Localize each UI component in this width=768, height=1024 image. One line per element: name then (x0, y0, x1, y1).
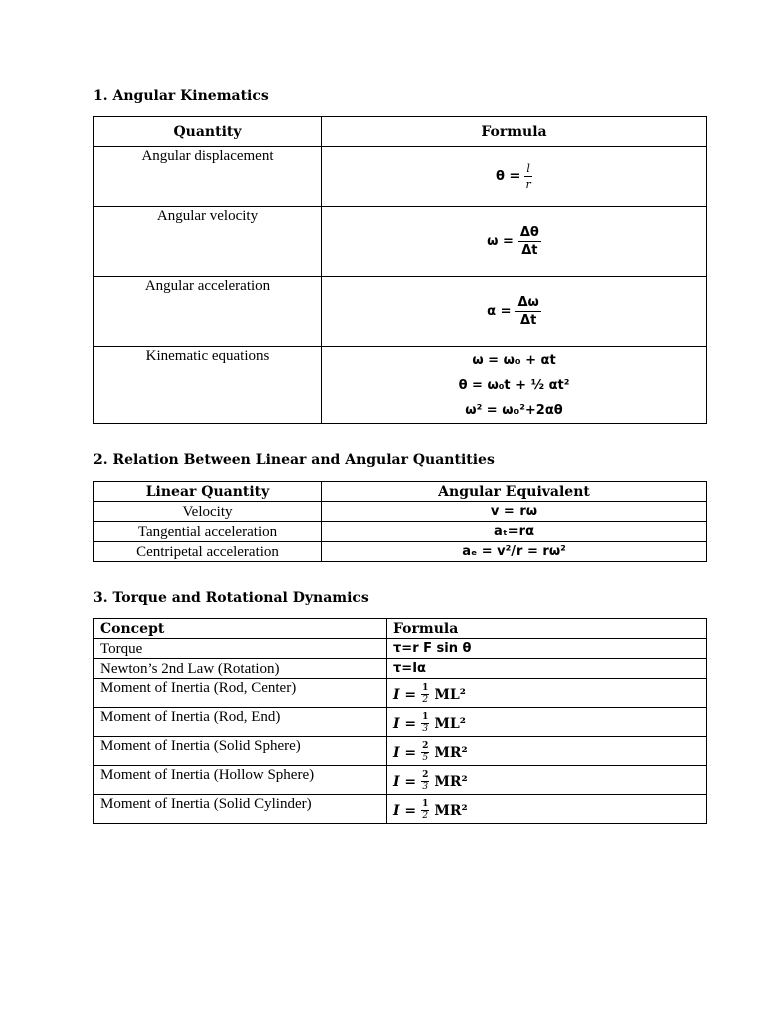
column-header-formula: Formula (322, 117, 707, 147)
formula-lhs: I = (393, 773, 417, 790)
concept-cell: Torque (94, 639, 387, 659)
torque-dynamics-table (93, 618, 707, 824)
concept-cell: Moment of Inertia (Rod, Center) (94, 679, 387, 708)
section-3-heading: 3. Torque and Rotational Dynamics (93, 590, 369, 606)
angular-equivalent-cell: aₜ=rα (322, 522, 707, 542)
angular-kinematics-table (93, 116, 707, 424)
table-row (94, 639, 707, 659)
formula-lhs: I = (393, 715, 417, 732)
quantity-cell: Kinematic equations (94, 347, 322, 424)
table-row (94, 737, 707, 766)
formula-rest: MR² (434, 773, 468, 790)
table-row (94, 766, 707, 795)
linear-angular-table (93, 481, 707, 562)
column-header-angular: Angular Equivalent (322, 482, 707, 502)
inertia-formula (393, 713, 466, 734)
angular-equivalent-cell: aₑ = v²/r = rω² (322, 542, 707, 562)
fraction (421, 800, 429, 821)
quantity-cell: Angular displacement (94, 147, 322, 207)
formula-cell (387, 708, 707, 737)
column-header-quantity: Quantity (94, 117, 322, 147)
table-row (94, 502, 707, 522)
concept-cell: Moment of Inertia (Solid Cylinder) (94, 795, 387, 824)
formula-lhs: I = (393, 686, 417, 703)
formula-cell (387, 679, 707, 708)
inertia-formula (393, 684, 466, 705)
formula-cell (322, 347, 707, 424)
fraction-denominator: 2 (422, 695, 429, 705)
table-header-row (94, 619, 707, 639)
linear-quantity-cell: Tangential acceleration (94, 522, 322, 542)
concept-cell: Moment of Inertia (Rod, End) (94, 708, 387, 737)
fraction (515, 296, 540, 327)
column-header-formula: Formula (387, 619, 707, 639)
linear-quantity-cell: Velocity (94, 502, 322, 522)
table-row (94, 542, 707, 562)
formula-cell (387, 795, 707, 824)
formula-angular-displacement (496, 163, 532, 190)
formula-cell (387, 737, 707, 766)
fraction-numerator: 1 (422, 799, 429, 809)
inertia-formula (393, 771, 468, 792)
quantity-cell: Angular velocity (94, 207, 322, 277)
table-row (94, 659, 707, 679)
formula-cell (322, 277, 707, 347)
quantity-cell: Angular acceleration (94, 277, 322, 347)
section-2-heading: 2. Relation Between Linear and Angular Quantities (93, 452, 495, 468)
fraction-numerator: 1 (422, 712, 429, 722)
inertia-formula (393, 800, 468, 821)
formula-lhs: ω = (487, 234, 514, 249)
concept-cell: Moment of Inertia (Hollow Sphere) (94, 766, 387, 795)
fraction-denominator: 5 (422, 753, 429, 763)
fraction-denominator: r (525, 178, 531, 191)
formula-lhs: α = (487, 304, 512, 319)
fraction-denominator: 3 (422, 724, 429, 734)
concept-cell: Moment of Inertia (Solid Sphere) (94, 737, 387, 766)
formula-angular-velocity (487, 226, 541, 257)
inertia-formula (393, 742, 468, 763)
fraction-numerator: Δω (517, 295, 539, 310)
table-row (94, 347, 707, 424)
formula-lhs: θ = (496, 169, 521, 184)
linear-quantity-cell: Centripetal acceleration (94, 542, 322, 562)
fraction-numerator: l (526, 162, 530, 175)
fraction (524, 163, 532, 190)
fraction-numerator: 2 (422, 741, 429, 751)
table-row (94, 277, 707, 347)
formula-rest: MR² (434, 744, 468, 761)
fraction (421, 713, 429, 734)
fraction-denominator: Δt (520, 313, 537, 328)
table-row (94, 147, 707, 207)
kinematic-equation-2: θ = ω₀t + ½ αt² (458, 377, 570, 393)
formula-lhs: I = (393, 802, 417, 819)
formula-angular-acceleration (487, 296, 541, 327)
fraction-denominator: 3 (422, 782, 429, 792)
fraction-denominator: Δt (521, 243, 538, 258)
angular-equivalent-cell: v = rω (322, 502, 707, 522)
formula-lhs: I = (393, 744, 417, 761)
formula-cell (322, 147, 707, 207)
fraction (518, 226, 541, 257)
kinematic-equation-1: ω = ω₀ + αt (472, 352, 556, 368)
fraction (421, 771, 429, 792)
formula-rest: MR² (434, 802, 468, 819)
table-header-row (94, 117, 707, 147)
fraction (421, 742, 429, 763)
kinematic-equations (322, 352, 706, 419)
formula-cell: τ=Iα (387, 659, 707, 679)
table-header-row (94, 482, 707, 502)
concept-cell: Newton’s 2nd Law (Rotation) (94, 659, 387, 679)
fraction (421, 684, 429, 705)
table-row (94, 708, 707, 737)
formula-rest: ML² (434, 715, 466, 732)
formula-rest: ML² (434, 686, 466, 703)
kinematic-equation-3: ω² = ω₀²+2αθ (465, 402, 563, 418)
table-row (94, 207, 707, 277)
formula-cell (387, 766, 707, 795)
table-row (94, 679, 707, 708)
column-header-concept: Concept (94, 619, 387, 639)
table-row (94, 795, 707, 824)
column-header-linear: Linear Quantity (94, 482, 322, 502)
formula-cell: τ=r F sin θ (387, 639, 707, 659)
table-row (94, 522, 707, 542)
fraction-numerator: 1 (422, 683, 429, 693)
fraction-numerator: Δθ (519, 225, 539, 240)
fraction-denominator: 2 (422, 811, 429, 821)
section-1-heading: 1. Angular Kinematics (93, 88, 269, 104)
formula-cell (322, 207, 707, 277)
fraction-numerator: 2 (422, 770, 429, 780)
